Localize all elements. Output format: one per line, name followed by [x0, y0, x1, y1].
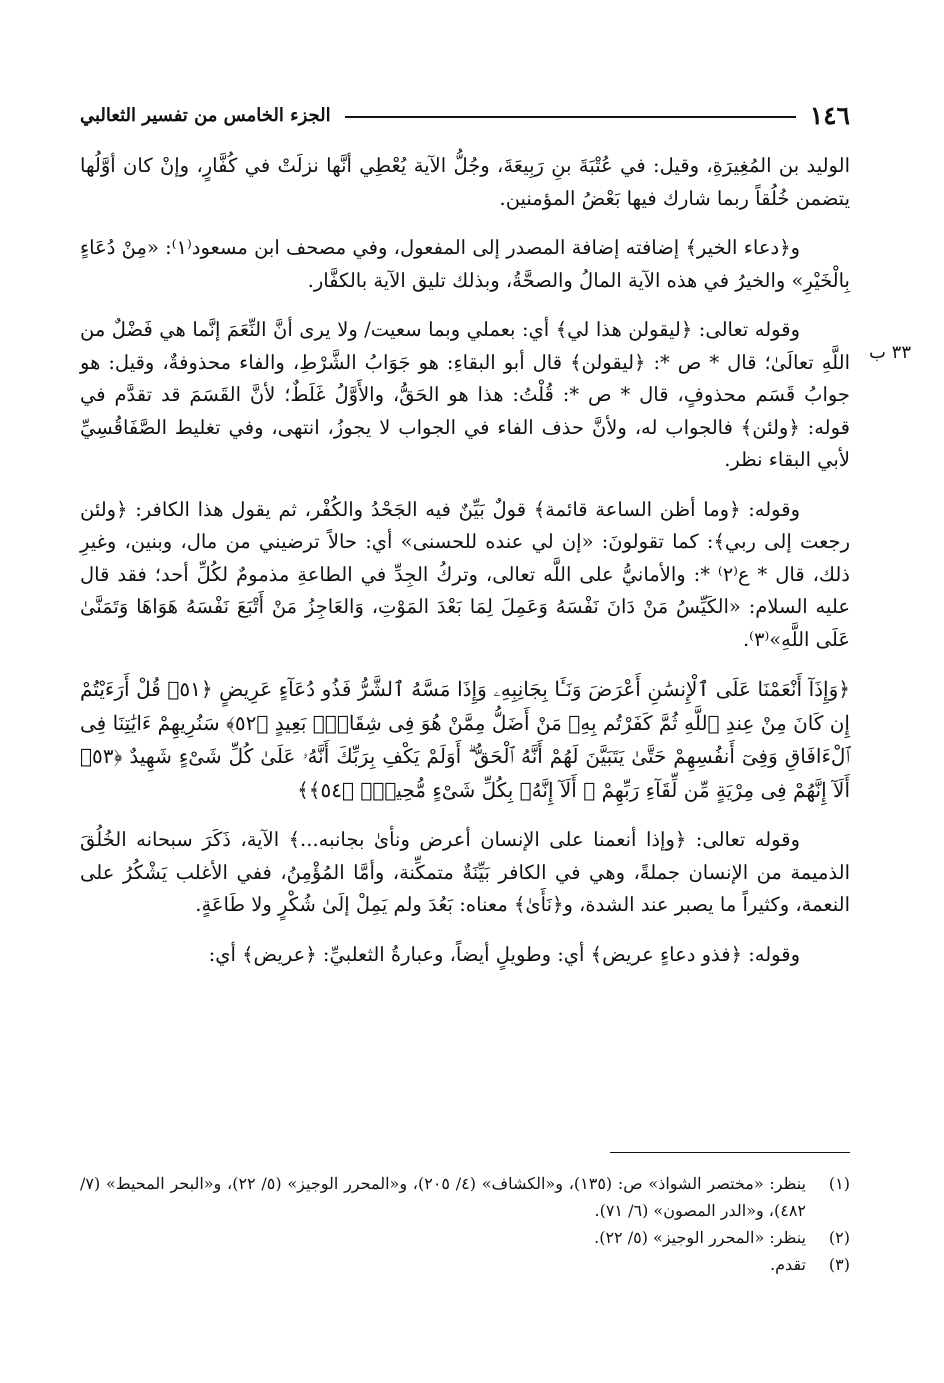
footnote-text: ينظر: «مختصر الشواذ» ص: (١٣٥)، و«الكشاف» (٤/ ٢٠٥)، و«المحرر الوجيز» (٥/ ٢٢)، و«البحر المحيط» (٧/ ٤٨٢)، و«الدر المصون» (٦/ ٧١).	[80, 1174, 806, 1220]
footnotes	[80, 1170, 850, 1278]
manuscript-folio-note: ٣٣ ب	[868, 342, 911, 363]
paragraph: وقوله تعالى: ﴿وإذا أنعمنا على الإنسان أعرض ونأىٰ بجانبه...﴾ الآية، ذَكَرَ سبحانه الخُلُقَ الذميمة من الإنسان جملةً، وهي في الكافر بَيِّنَةٌ متمكِّنة، وأمَّا المُؤْمِنُ، ففي الأغلب يَشْكُرُ على النعمة، وكثيراً ما يصبر عند الشدة، و﴿نَأَىٰ﴾ معناه: بَعُدَ ولم يَمِلْ إلَىٰ شُكْرٍ ولا طَاعَةٍ.	[80, 828, 850, 916]
footnote	[80, 1251, 850, 1278]
footnote-number: (١)	[828, 1174, 850, 1193]
paragraph: وقوله تعالى: ﴿ليقولن هذا لي﴾ أي: بعملي وبما سعيت/ ولا يرى أنَّ النِّعَمَ إنَّما هي فَضْلٌ من اللَّهِ تعالَىٰ؛ قال * ص *: ﴿ليقولن﴾ قال أبو البقاءِ: هو جَوَابُ الشَّرْطِ، والفاء محذوفةٌ، وقيل: هو جوابُ قَسَم محذوفٍ، قال * ص *: قُلْتُ: هذا هو الحَقُّ، والأَوَّلُ غَلَطٌ؛ لأنَّ القَسَمَ قد تقدَّم في قوله: ﴿ولئن﴾ فالجواب له، ولأنَّ حذف الفاء في الجواب لا يجوزُ، انتهى، وفي تغليط الصَّفَاقُسِيِّ لأبي البقاء نظر.	[80, 318, 850, 471]
body-text	[80, 150, 850, 988]
footnote-text: ينظر: «المحرر الوجيز» (٥/ ٢٢).	[594, 1228, 806, 1247]
footnote	[80, 1224, 850, 1251]
footnote-separator	[610, 1152, 850, 1153]
quran-verses: ﴿وَإِذَآ أَنْعَمْنَا عَلَى ٱلْإِنسَٰنِ أَعْرَضَ وَنَـَٔا بِجَانِبِهِۦ وَإِذَا مَسَّهُ ٱلشَّرُّ فَذُو دُعَآءٍ عَرِيضٍ ﴿٥١﴾ قُلْ أَرَءَيْتُمْ إِن كَانَ مِنْ عِندِ ٱللَّهِ ثُمَّ كَفَرْتُم بِهِۦ مَنْ أَضَلُّ مِمَّنْ هُوَ فِى شِقَاقٍۭ بَعِيدٍ ﴿٥٢﴾ سَنُرِيهِمْ ءَايَٰتِنَا فِى ٱلْءَافَاقِ وَفِىٓ أَنفُسِهِمْ حَتَّىٰ يَتَبَيَّنَ لَهُمْ أَنَّهُ ٱلْحَقُّ ۗ أَوَلَمْ يَكْفِ بِرَبِّكَ أَنَّهُۥ عَلَىٰ كُلِّ شَىْءٍ شَهِيدٌ ﴿٥٣﴾ أَلَآ إِنَّهُمْ فِى مِرْيَةٍ مِّن لِّقَآءِ رَبِّهِمْ ۗ أَلَآ إِنَّهُۥ بِكُلِّ شَىْءٍ مُّحِيطٌۢ ﴿٥٤﴾﴾	[80, 677, 850, 802]
paragraph: وقوله: ﴿وما أظن الساعة قائمة﴾ قولٌ بَيِّنٌ فيه الجَحْدُ والكُفْر، ثم يقول هذا الكافر: ﴿ولئن رجعت إلى ربي﴾: كما تقولونَ: «إن لي عنده للحسنى» أي: حالاً ترضيني من مال، وبنين، وغيرِ ذلك، قال * ع⁽٢⁾ *: والأمانيُّ على اللَّه تعالى، وتركُ الجِدِّ في الطاعةِ مذمومٌ لكُلِّ أحد؛ فقد قال عليه السلام: «الكَيِّسُ مَنْ دَانَ نَفْسَهُ وَعَمِلَ لِمَا بَعْدَ المَوْتِ، وَالعَاجِزُ مَنْ أَتْبَعَ نَفْسَهُ هَوَاهَا وَتَمَنَّىٰ عَلَى اللَّهِ»⁽٣⁾.	[80, 497, 850, 651]
paragraph: و﴿دعاء الخير﴾ إضافته إضافة المصدر إلى المفعول، وفي مصحف ابن مسعود⁽١⁾: «مِنْ دُعَاءٍ بِالْخَيْرِ» والخيرُ في هذه الآية المالُ والصحَّةُ، وبذلك تليق الآية بالكفَّار.	[80, 236, 850, 292]
page-number: ١٤٦	[809, 100, 850, 130]
footnote-number: (٣)	[828, 1255, 850, 1274]
footnote	[80, 1170, 850, 1224]
page-header	[80, 98, 850, 132]
paragraph: الوليد بن المُغِيرَةِ، وقيل: في عُتْبَةَ بنِ رَبِيعَةَ، وجُلُّ الآية يُعْطِي أنَّها نزلَتْ في كُفَّارٍ، وإنْ كان أوَّلُها يتضمن خُلُقاً ربما شارك فيها بَعْضُ المؤمنين.	[80, 154, 850, 210]
footnote-text: تقدم.	[770, 1255, 806, 1274]
footnote-number: (٢)	[828, 1228, 850, 1247]
running-title: الجزء الخامس من تفسير الثعالبي	[80, 104, 331, 126]
header-rule	[345, 116, 796, 118]
paragraph: وقوله: ﴿فذو دعاءٍ عريض﴾ أي: وطويلٍ أيضاً، وعبارةُ الثعلبيِّ: ﴿عريض﴾ أي:	[208, 942, 800, 966]
